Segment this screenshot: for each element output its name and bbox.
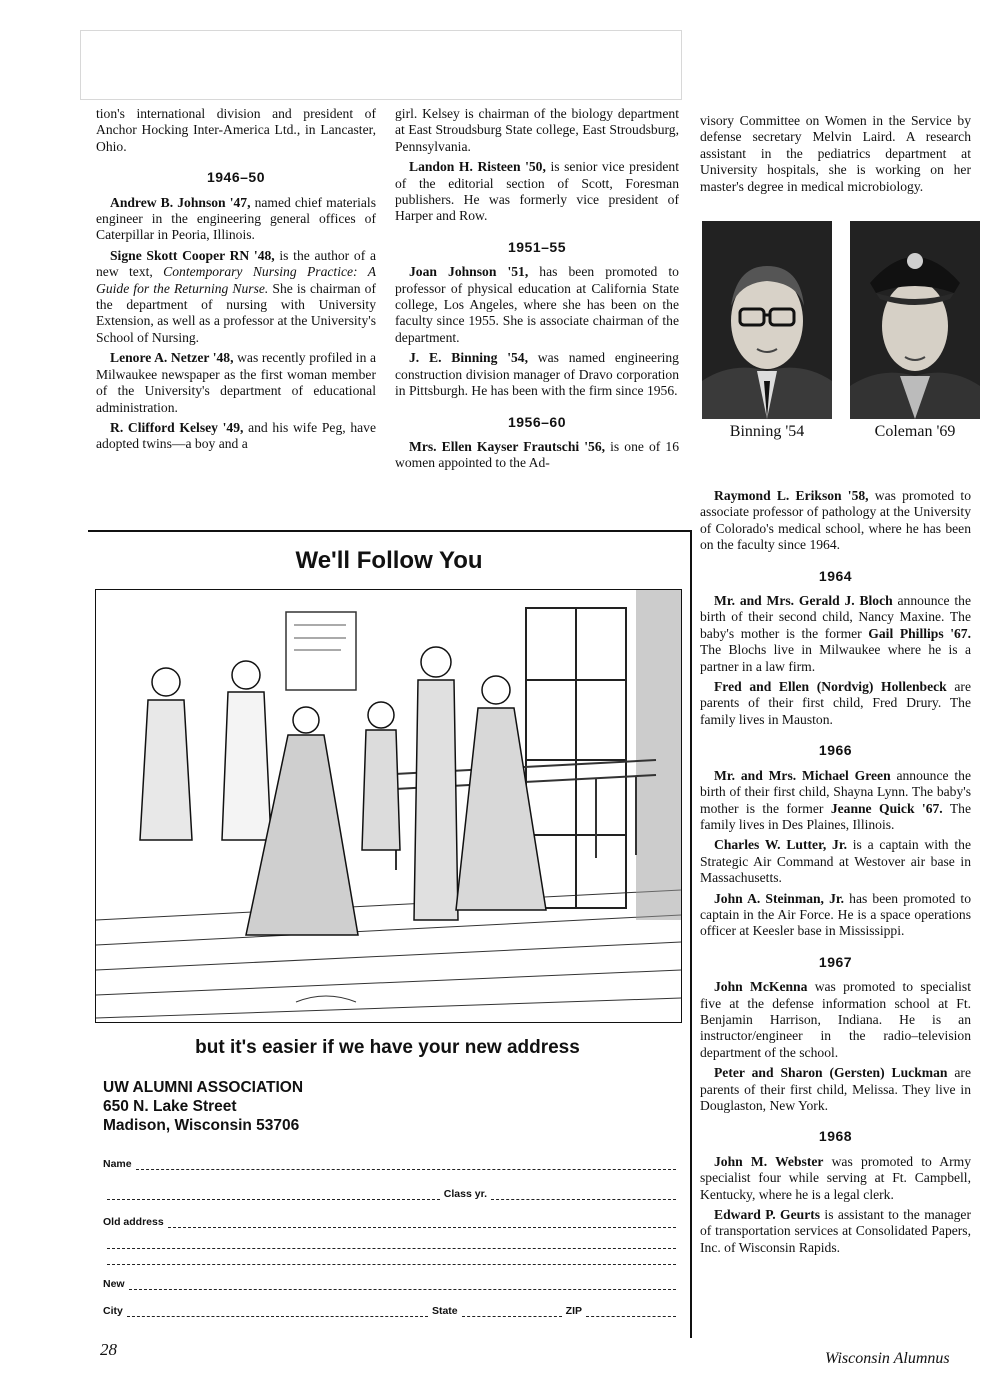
form-row-old-address-3	[103, 1256, 680, 1265]
entry-text: was promoted to Army specialist four while serving at Ft. Campbell, Kentucky, where he is a legal clerk.	[700, 1153, 971, 1202]
form-row-old-address-2	[103, 1240, 680, 1249]
form-row-new	[103, 1278, 680, 1290]
col1-paragraph: tion's international division and president of Anchor Hocking Inter-America Ltd., in Lancaster, Ohio.	[96, 106, 376, 154]
old-address-field-line2[interactable]	[107, 1240, 676, 1249]
year-heading: 1951–55	[507, 238, 566, 255]
ad-subtitle: but it's easier if we have your new address	[195, 1037, 580, 1058]
col2-paragraph	[395, 439, 679, 472]
col1-paragraph	[96, 195, 376, 244]
person-name: Jeanne Quick '67.	[830, 800, 943, 816]
portrait-photo-coleman	[850, 221, 980, 419]
col1-paragraph	[96, 350, 376, 416]
person-name: Signe Skott Cooper RN '48,	[110, 247, 275, 263]
portrait-photo-binning	[702, 221, 832, 419]
form-row-old-address	[103, 1216, 680, 1228]
photo-caption-binning: Binning '54	[729, 423, 805, 440]
person-name: R. Clifford Kelsey '49,	[110, 419, 244, 435]
year-heading: 1968	[818, 1128, 853, 1145]
person-name: Mr. and Mrs. Gerald J. Bloch	[714, 593, 893, 609]
person-name: Peter and Sharon (Gersten) Luckman	[714, 1065, 948, 1081]
person-name: Fred and Ellen (Nordvig) Hollenbeck	[714, 679, 947, 695]
entry-text: was promoted to associate professor of pathology at the University of Colorado's medical school, where he has been on the faculty since 1964.	[700, 488, 971, 553]
col1-paragraph	[96, 248, 376, 346]
person-name: Joan Johnson '51,	[409, 264, 529, 280]
col3-paragraph	[700, 979, 971, 1061]
entry-text: announce the birth of their first child, Shayna Lynn. The baby's mother is the former	[700, 767, 971, 816]
person-name: John M. Webster	[714, 1153, 824, 1169]
column-1	[96, 106, 376, 457]
org-name: UW ALUMNI ASSOCIATION	[103, 1079, 304, 1096]
entry-text: was named engineering construction division manager of Dravo corporation in Pittsburgh. He has been with the firm since 1956.	[395, 350, 679, 399]
state-field[interactable]	[462, 1308, 562, 1317]
column-3-bottom	[700, 488, 971, 1260]
form-row-class	[103, 1188, 680, 1200]
col3-paragraph	[700, 593, 971, 675]
entry-text: are parents of their first child, Melissa. They live in Douglaston, New York.	[700, 1065, 971, 1113]
person-name: J. E. Binning '54,	[409, 350, 528, 366]
entry-text: is the author of a new text,	[96, 247, 376, 280]
entry-text: is assistant to the manager of transportation services at Consolidated Papers, Inc. of Wisconsin Rapids.	[700, 1207, 971, 1255]
new-address-label: New	[103, 1278, 125, 1290]
book-title: Contemporary Nursing Practice: A Guide for the Returning Nurse.	[96, 264, 377, 296]
city-field[interactable]	[127, 1308, 428, 1317]
form-row-name	[103, 1158, 680, 1170]
col3-paragraph	[700, 1207, 971, 1256]
col2-paragraph: girl. Kelsey is chairman of the biology department at East Stroudsburg State college, East Stroudsburg, Pennsylvania.	[395, 106, 679, 154]
col2-paragraph	[395, 264, 679, 346]
person-name: Gail Phillips '67.	[868, 625, 971, 641]
entry-text: is one of 16 women appointed to the Ad-	[395, 438, 679, 471]
person-name: Mrs. Ellen Kayser Frautschi '56,	[409, 438, 606, 454]
schoolroom-illustration-image	[96, 590, 681, 1022]
name-field-continued[interactable]	[107, 1191, 440, 1200]
entry-text: was recently profiled in a Milwaukee newspaper as the first woman member of the University's department of educational administration.	[96, 350, 376, 415]
year-heading: 1964	[818, 567, 853, 584]
year-heading: 1946–50	[206, 169, 265, 186]
person-name: John A. Steinman, Jr.	[714, 890, 845, 906]
class-year-field[interactable]	[491, 1191, 676, 1200]
col2-paragraph	[395, 159, 679, 225]
col3-paragraph	[700, 679, 971, 728]
city-label: City	[103, 1305, 123, 1317]
person-name: Mr. and Mrs. Michael Green	[714, 767, 891, 783]
portrait-coleman-image	[850, 221, 980, 419]
col1-paragraph	[96, 420, 376, 453]
year-heading: 1966	[818, 742, 853, 759]
entry-text: announce the birth of their second child, Nancy Maxine. The baby's mother is the former	[700, 593, 971, 641]
entry-text: was promoted to specialist five at the defense information school at Ft. Benjamin Harrison, Indiana. He is an instructor/engineer in the radio–television department of the school.	[700, 979, 971, 1060]
person-name: Andrew B. Johnson '47,	[110, 194, 251, 210]
street-address: 650 N. Lake Street	[103, 1098, 237, 1115]
col3-paragraph	[700, 1154, 971, 1203]
entry-text: She is chairman of the department of nursing with University Extension, as well as a professor at the University's School of Nursing.	[96, 280, 377, 345]
ad-illustration	[95, 589, 682, 1023]
person-name: John McKenna	[714, 979, 808, 995]
mailing-address	[103, 1078, 303, 1135]
magazine-name: Wisconsin Alumnus	[825, 1350, 950, 1367]
person-name: Raymond L. Erikson '58,	[714, 488, 869, 503]
entry-text: and his wife Peg, have adopted twins—a boy and a	[96, 419, 376, 452]
col3-paragraph: visory Committee on Women in the Service by defense secretary Melvin Laird. A research assistant in the pediatrics department at University hospitals, she is working on her master's degree in medical microbiology.	[700, 113, 971, 194]
zip-field[interactable]	[586, 1308, 676, 1317]
col3-paragraph	[700, 891, 971, 940]
old-address-field-line3[interactable]	[107, 1256, 676, 1265]
person-name: Landon H. Risteen '50,	[409, 159, 546, 175]
name-label: Name	[103, 1158, 132, 1170]
col3-paragraph	[700, 837, 971, 886]
entry-text: are parents of their first child, Fred Drury. The family lives in Mauston.	[700, 679, 971, 727]
person-name: Charles W. Lutter, Jr.	[714, 837, 847, 853]
old-address-field[interactable]	[168, 1219, 676, 1228]
column-2	[395, 106, 679, 476]
portrait-binning-image	[702, 221, 832, 419]
entry-text: has been promoted to captain in the Air Force. He is a space operations officer at Keesler base in Mississippi.	[700, 890, 971, 939]
photo-caption-coleman: Coleman '69	[874, 423, 956, 440]
entry-text: The family lives in Des Plaines, Illinois.	[700, 800, 971, 832]
person-name: Edward P. Geurts	[714, 1207, 821, 1223]
new-address-field[interactable]	[129, 1281, 676, 1290]
col3-paragraph	[700, 768, 971, 834]
year-heading: 1956–60	[507, 413, 566, 430]
old-address-label: Old address	[103, 1216, 164, 1228]
name-field[interactable]	[136, 1161, 676, 1170]
zip-label: ZIP	[565, 1305, 582, 1317]
col3-paragraph	[700, 1065, 971, 1114]
show-through-frame	[80, 30, 682, 100]
form-row-city	[103, 1305, 680, 1317]
col3-paragraph	[700, 488, 971, 554]
entry-text: has been promoted to professor of physical education at California State college, Los Angeles, where she has been on the faculty since 1955. She is associate chairman of the department.	[395, 264, 679, 345]
entry-text: is a captain with the Strategic Air Command at Westover air base in Massachusetts.	[700, 837, 971, 886]
col2-paragraph	[395, 350, 679, 399]
entry-text: The Blochs live in Milwaukee where he is a partner in a law firm.	[700, 642, 971, 674]
person-name: Lenore A. Netzer '48,	[110, 350, 234, 366]
entry-text: named chief materials engineer in the engineering general offices of Caterpillar in Peoria, Illinois.	[96, 194, 376, 243]
ad-title: We'll Follow You	[295, 547, 483, 574]
column-3-top	[700, 113, 971, 199]
city-state-zip: Madison, Wisconsin 53706	[103, 1117, 300, 1134]
class-year-label: Class yr.	[443, 1188, 487, 1200]
entry-text: is senior vice president of the editorial section of Scott, Foresman publishers. He was formerly vice president of Harper and Row.	[395, 159, 679, 224]
page-number: 28	[100, 1340, 117, 1359]
state-label: State	[431, 1305, 458, 1317]
year-heading: 1967	[818, 953, 853, 970]
